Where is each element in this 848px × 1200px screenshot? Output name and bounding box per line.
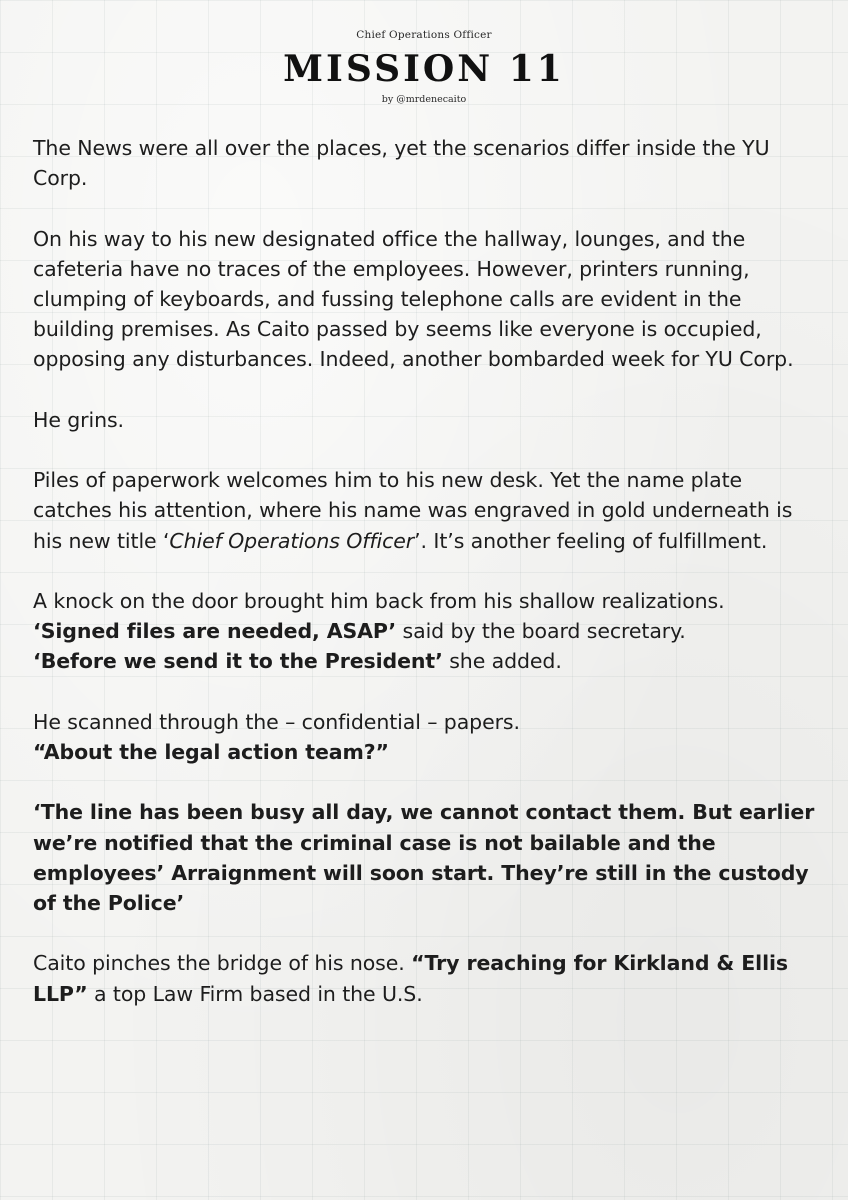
- paragraph-5-after-2: she added.: [442, 649, 562, 674]
- secretary-quote-2: ‘Before we send it to the President’: [33, 649, 443, 674]
- secretary-quote-3: ‘The line has been busy all day, we cannot contact them. But earlier we’re notified that the criminal case is not bailable and the employees’ Arraignment will soon start. They’re still in the custody of the Police’: [33, 800, 815, 915]
- paragraph-2: [33, 224, 823, 375]
- caito-quote-2: “Try reaching for Kirkland & Ellis LLP”: [33, 951, 789, 1006]
- paragraph-5-line-1: A knock on the door brought him back from his shallow realizations.: [33, 588, 725, 613]
- page-header: [0, 0, 848, 106]
- paragraph-7: [33, 797, 823, 918]
- paragraph-5: [33, 586, 823, 677]
- paragraph-6: [33, 707, 823, 767]
- paragraph-8-text-b: a top Law Firm based in the U.S.: [87, 981, 423, 1006]
- secretary-quote-1: ‘Signed files are needed, ASAP’: [33, 619, 397, 644]
- paragraph-5-after-1: said by the board secretary.: [396, 619, 686, 644]
- author-byline: by @mrdenecaito: [381, 94, 467, 105]
- caito-quote-1: “About the legal action team?”: [33, 739, 389, 764]
- paragraph-6-line-1: He scanned through the – confidential – papers.: [33, 709, 520, 734]
- paragraph-2-text: On his way to his new designated office the hallway, lounges, and the cafeteria have no traces of the employees. However, printers running, clumping of keyboards, and fussing telephone calls are evident in the building premises. As Caito passed by seems like everyone is occupied, opposing any disturbances. Indeed, another bombarded week for YU Corp.: [33, 226, 794, 372]
- header-kicker: Chief Operations Officer: [356, 29, 492, 41]
- story-body: [33, 133, 823, 1009]
- paragraph-8: [33, 948, 823, 1008]
- paragraph-3: [33, 405, 823, 435]
- page-title: MISSION 11: [283, 48, 565, 90]
- paragraph-3-text: He grins.: [33, 407, 124, 432]
- paragraph-8-text-a: Caito pinches the bridge of his nose.: [33, 951, 412, 976]
- paragraph-1-text: The News were all over the places, yet the scenarios differ inside the YU Corp.: [33, 136, 770, 191]
- paragraph-4-text-a: Piles of paperwork welcomes him to his new desk. Yet the name plate catches his attention, where his name was engraved in gold underneath is his new title ‘: [33, 468, 793, 553]
- paragraph-4-title-italic: Chief Operations Officer: [169, 528, 415, 553]
- paragraph-1: [33, 133, 823, 193]
- paragraph-4: [33, 465, 823, 556]
- paragraph-4-text-b: ’. It’s another feeling of fulfillment.: [414, 528, 768, 553]
